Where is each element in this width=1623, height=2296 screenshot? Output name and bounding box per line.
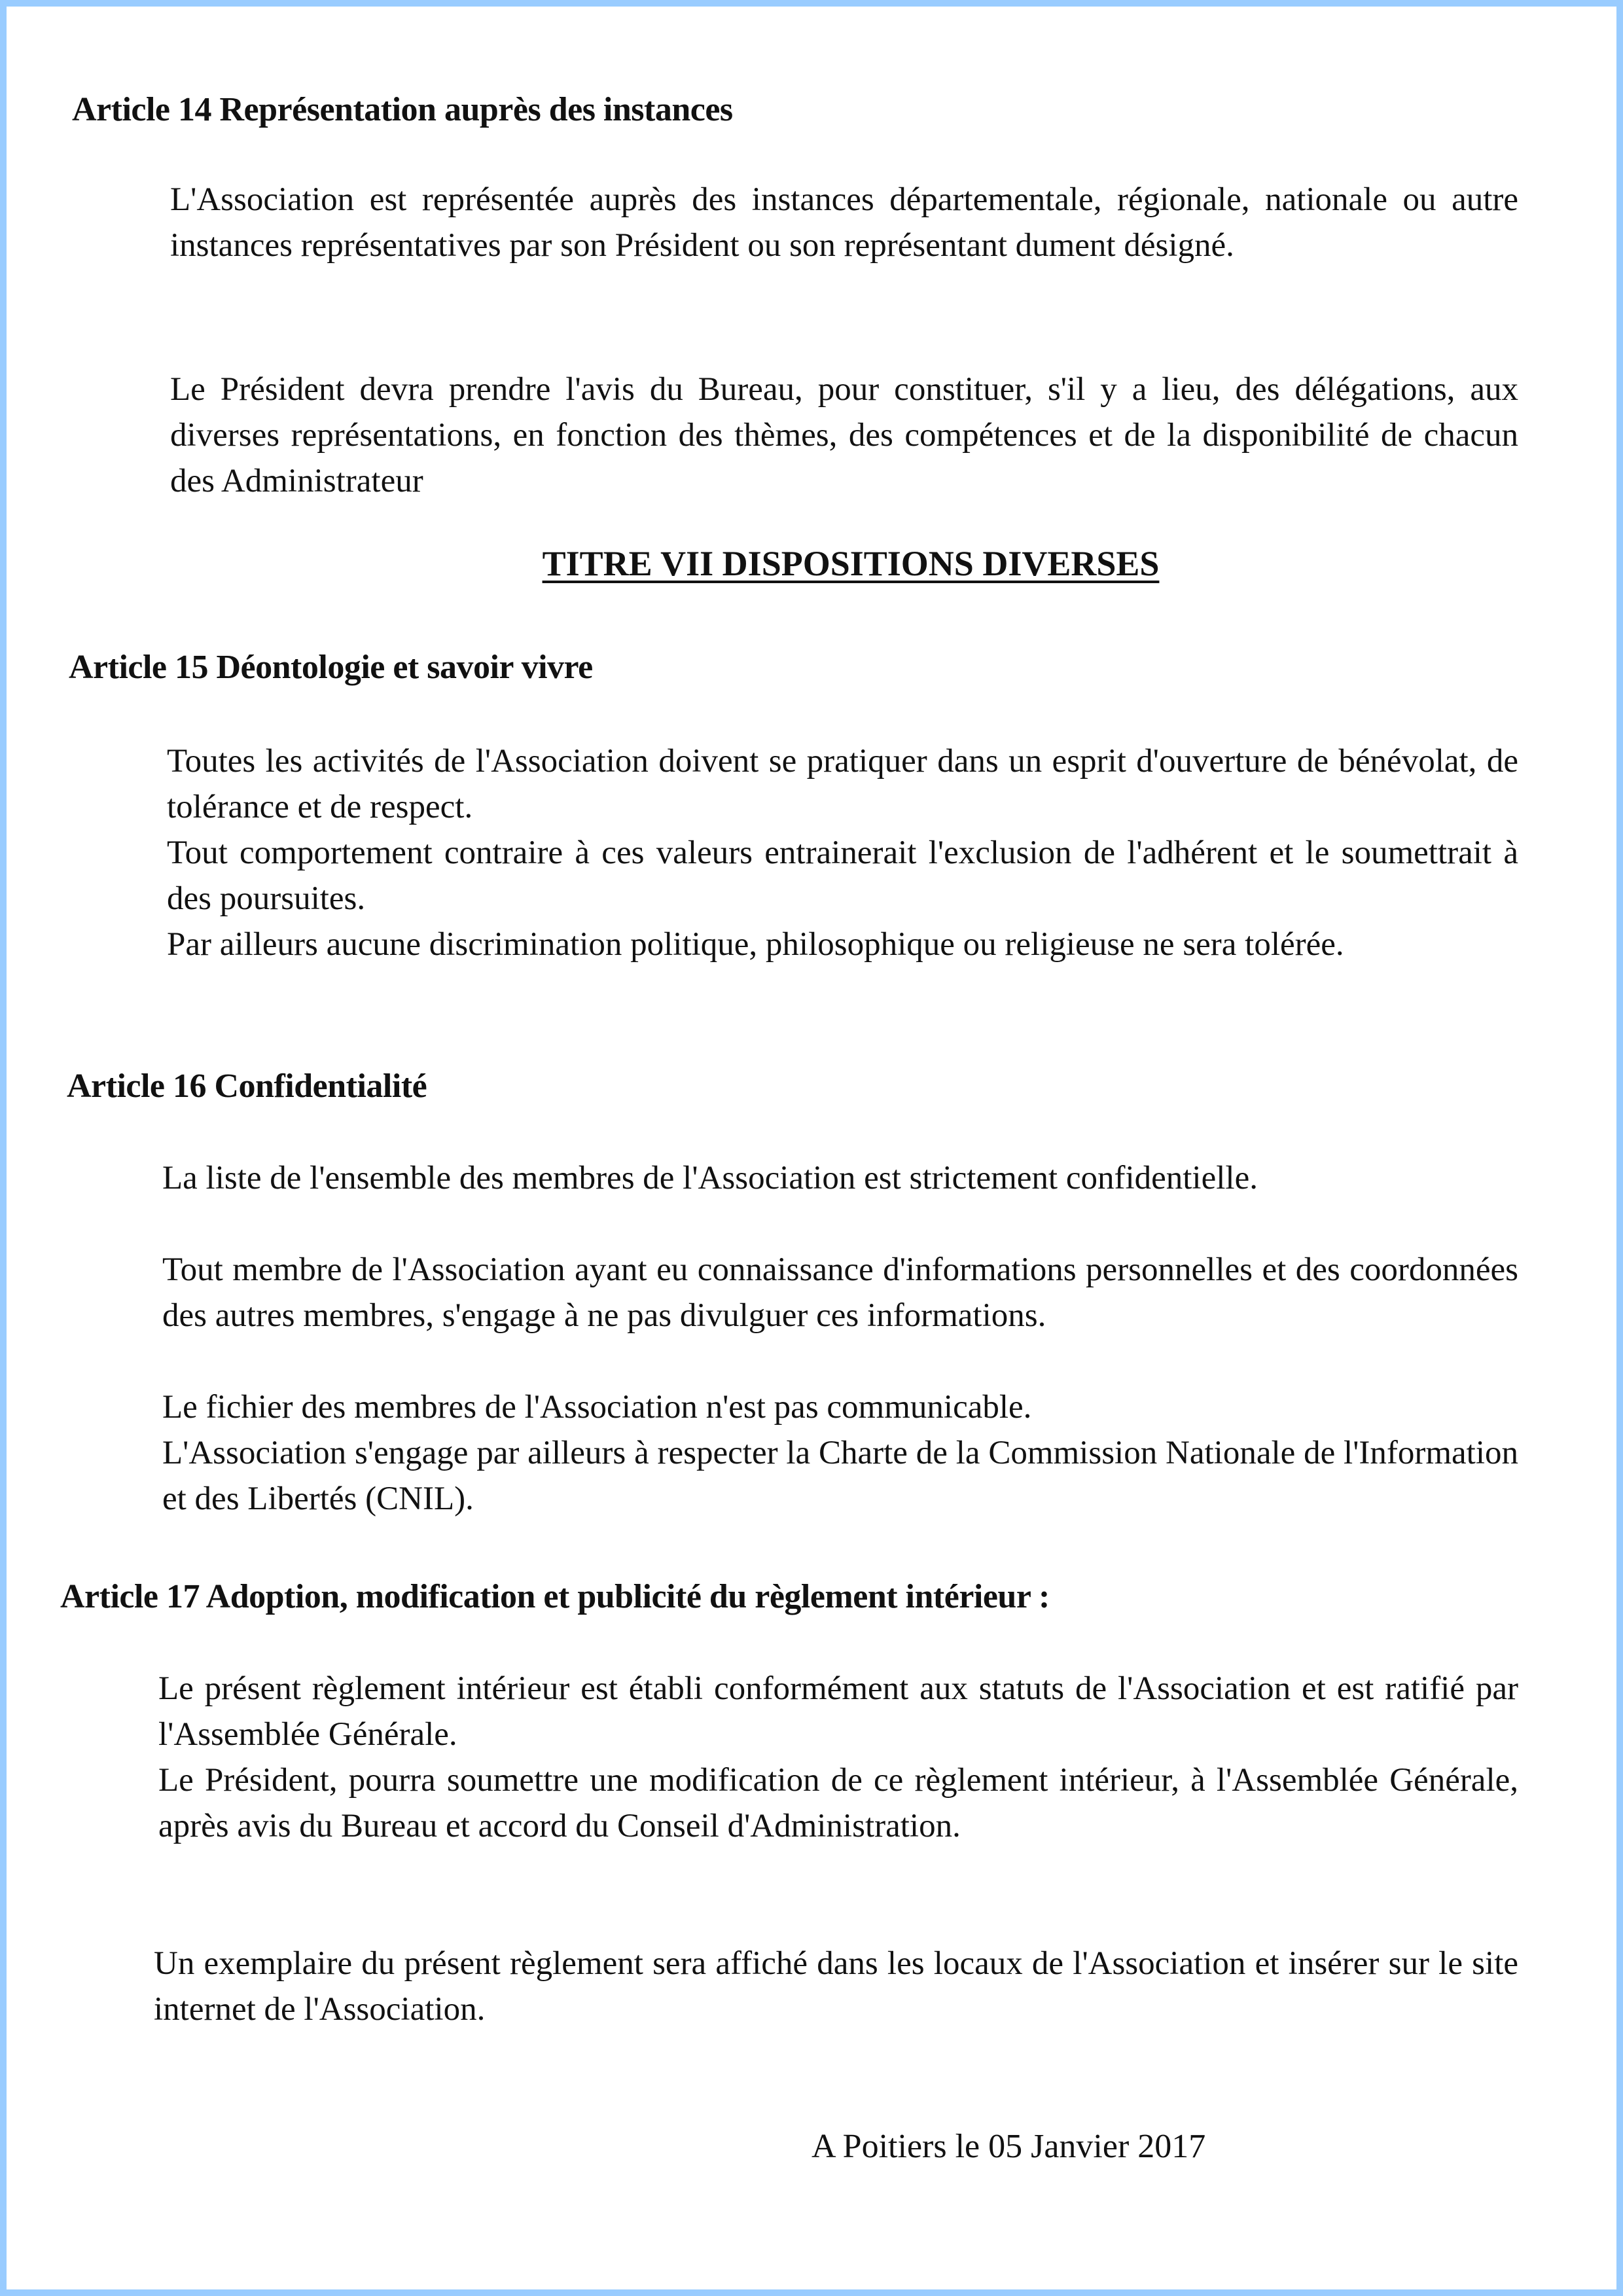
article-14-heading: Article 14 Représentation auprès des instances [72, 91, 733, 128]
article-17-paragraph-3: Un exemplaire du présent règlement sera affiché dans les locaux de l'Association et insérer sur le site internet de l'Association. [154, 1945, 1518, 2028]
article-15-paragraph-2: Tout comportement contraire à ces valeurs entrainerait l'exclusion de l'adhérent et le soumettrait à des poursuites. [167, 834, 1518, 917]
section-title [7, 543, 1616, 584]
article-14-paragraph-1: L'Association est représentée auprès des instances départementale, régionale, nationale ou autre instances représentatives par son Président ou son représentant dument désigné. [170, 181, 1518, 264]
article-17-paragraph-1: Le présent règlement intérieur est établi conformément aux statuts de l'Association et est ratifié par l'Assemblée Générale. [158, 1670, 1518, 1753]
article-17-heading: Article 17 Adoption, modification et publicité du règlement intérieur : [60, 1578, 1050, 1615]
article-15-paragraph-1: Toutes les activités de l'Association doivent se pratiquer dans un esprit d'ouverture de bénévolat, de tolérance et de respect. [167, 743, 1518, 825]
article-14-paragraph-2: Le Président devra prendre l'avis du Bureau, pour constituer, s'il y a lieu, des délégations, aux diverses représentations, en fonction des thèmes, des compétences et de la disponibilité de chacun des Administrateur [170, 371, 1518, 499]
article-15-paragraph-3: Par ailleurs aucune discrimination politique, philosophique ou religieuse ne sera tolérée. [167, 926, 1344, 963]
document-page [7, 7, 1616, 2289]
signature-date: A Poitiers le 05 Janvier 2017 [812, 2128, 1206, 2165]
article-16-heading: Article 16 Confidentialité [67, 1067, 427, 1105]
article-16-paragraph-4: L'Association s'engage par ailleurs à respecter la Charte de la Commission Nationale de l'Information et des Libertés (CNIL). [162, 1435, 1518, 1517]
article-16-paragraph-2: Tout membre de l'Association ayant eu connaissance d'informations personnelles et des coordonnées des autres membres, s'engage à ne pas divulguer ces informations. [162, 1251, 1518, 1334]
article-16-paragraph-3: Le fichier des membres de l'Association n'est pas communicable. [162, 1389, 1032, 1426]
article-16-paragraph-1: La liste de l'ensemble des membres de l'Association est strictement confidentielle. [162, 1160, 1258, 1196]
titre-vii-title: TITRE VII DISPOSITIONS DIVERSES [542, 544, 1160, 583]
article-17-paragraph-2: Le Président, pourra soumettre une modification de ce règlement intérieur, à l'Assemblée Générale, après avis du Bureau et accord du Conseil d'Administration. [158, 1762, 1518, 1844]
article-15-heading: Article 15 Déontologie et savoir vivre [69, 649, 593, 686]
